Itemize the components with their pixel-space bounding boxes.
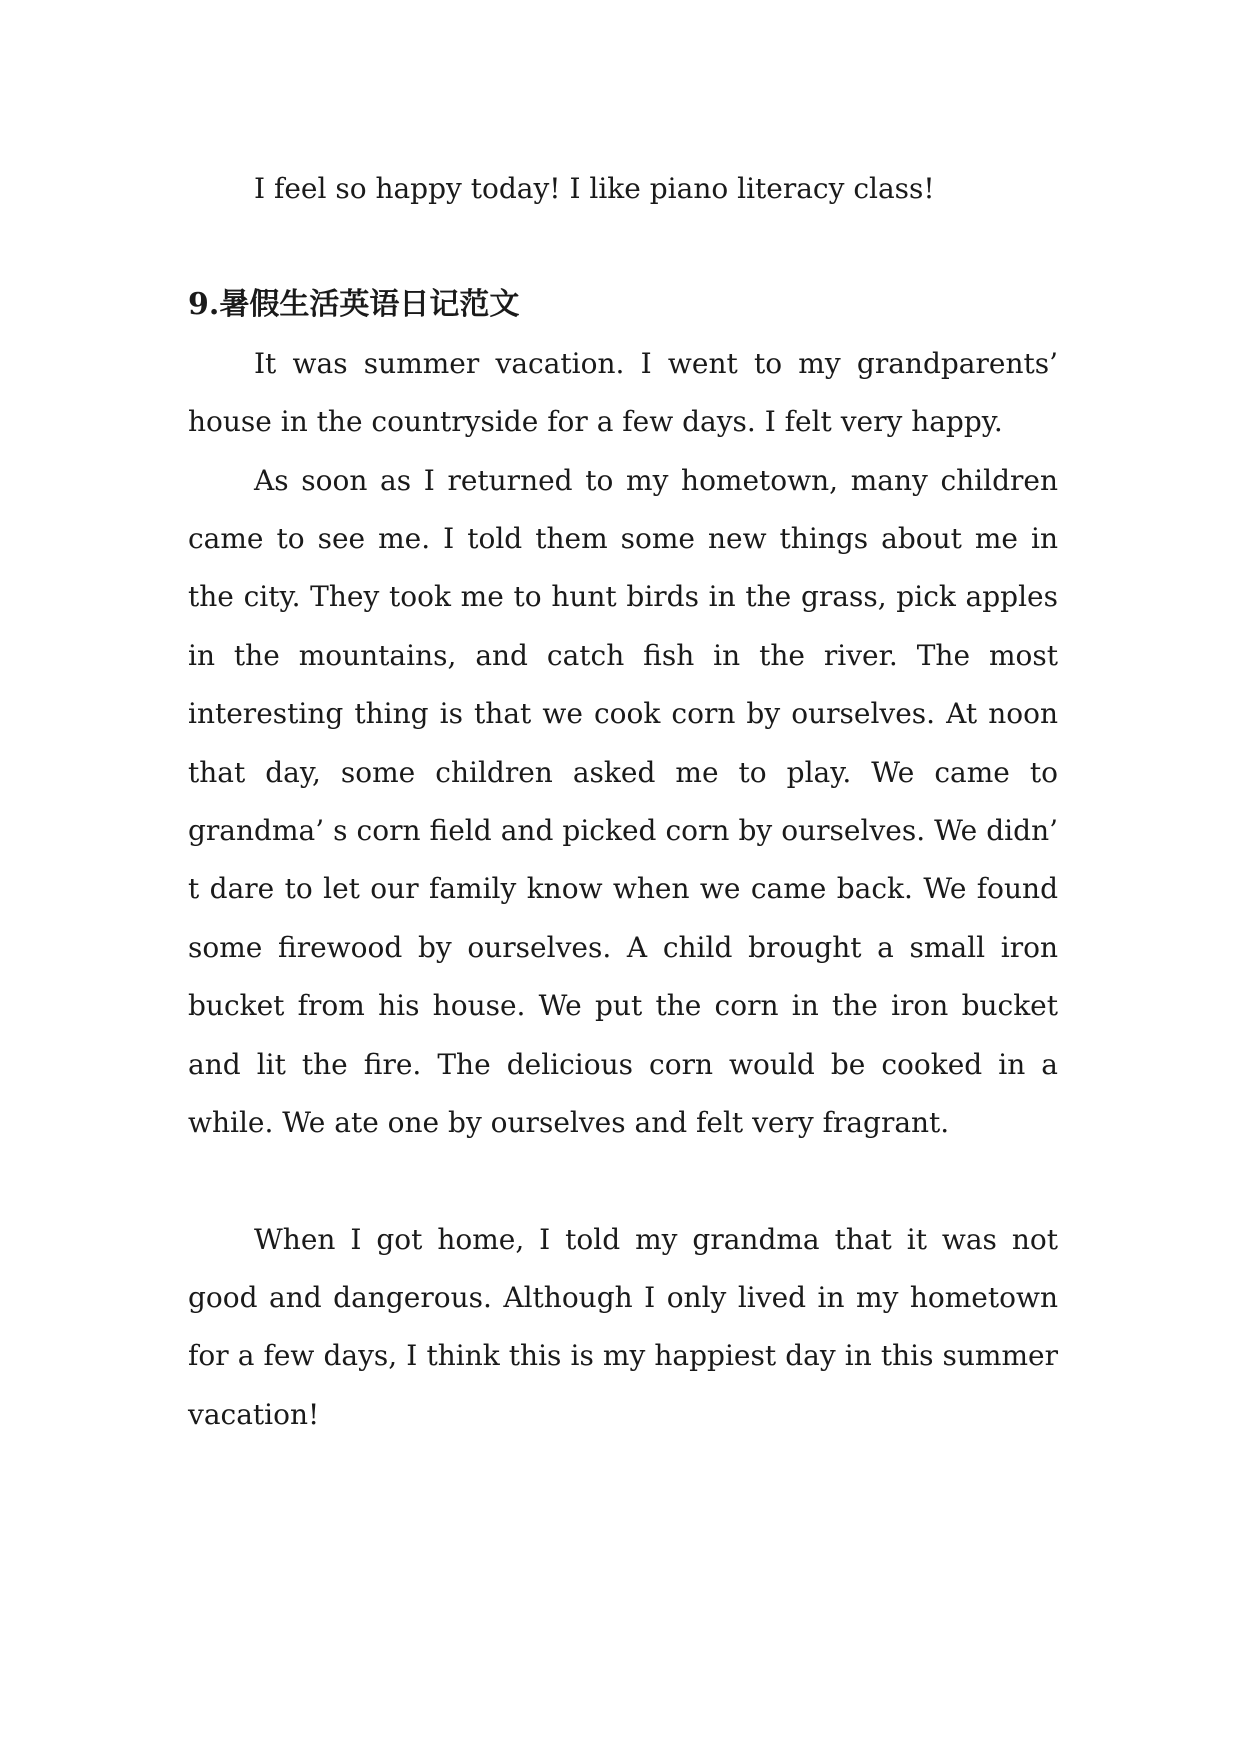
intro-paragraph: I feel so happy today! I like piano literacy class!: [254, 172, 935, 205]
section-heading: 9.暑假生活英语日记范文: [188, 287, 520, 323]
paragraph-countryside-adventure: As soon as I returned to my hometown, many children came to see me. I told them some new things about me in the city. They took me to hunt birds in the grass, pick apples in the mountains, and catch fish in the river. The most interesting thing is that we cook corn by ourselves. At noon that day, some children asked me to play. We came to grandma’ s corn field and picked corn by ourselves. We didn’ t dare to let our family know when we came back. We found some firewood by ourselves. A child brought a small iron bucket from his house. We put the corn in the iron bucket and lit the fire. The delicious corn would be cooked in a while. We ate one by ourselves and felt very fragrant.: [188, 463, 1058, 1140]
document-body: [188, 160, 1058, 1444]
paragraph-conclusion: When I got home, I told my grandma that it was not good and dangerous. Although I only lived in my hometown for a few days, I think this is my happiest day in this summer vacation!: [188, 1222, 1058, 1431]
paragraph-arrival: It was summer vacation. I went to my grandparents’ house in the countryside for a few days. I felt very happy.: [188, 346, 1058, 439]
